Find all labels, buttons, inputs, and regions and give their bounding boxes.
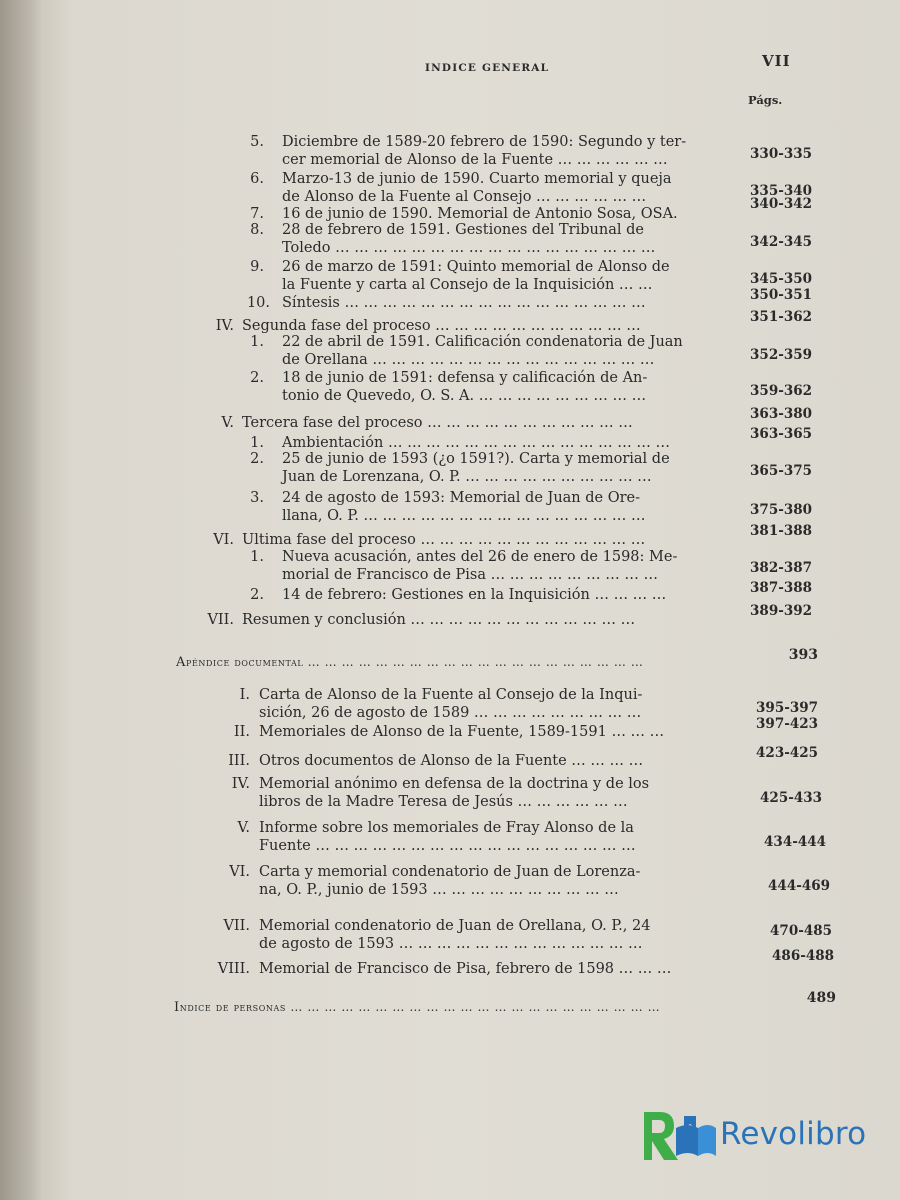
appendix-item-line: Memorial anónimo en defensa de la doctrina y de los bbox=[259, 776, 650, 792]
toc-item-line: Diciembre de 1589-20 febrero de 1590: Segundo y ter- bbox=[282, 134, 687, 150]
toc-item-pages: 365-375 bbox=[750, 463, 812, 479]
toc-item-number: 9. bbox=[250, 259, 264, 275]
toc-item-number: 1. bbox=[250, 334, 264, 350]
toc-item-number: 1. bbox=[250, 549, 264, 565]
toc-item-text bbox=[282, 170, 672, 206]
toc-item-pages: 382-387 bbox=[750, 560, 812, 576]
toc-item-text bbox=[282, 133, 686, 169]
appendix-item-number: VIII. bbox=[217, 961, 250, 977]
toc-item-pages: 359-362 bbox=[750, 383, 812, 399]
toc-item-pages: 350-351 bbox=[750, 287, 812, 303]
toc-item-text bbox=[282, 548, 677, 584]
toc-item-line: 22 de abril de 1591. Calificación condenatoria de Juan bbox=[282, 334, 683, 350]
toc-item-number: 2. bbox=[250, 370, 264, 386]
page-number: VII bbox=[762, 52, 791, 70]
running-title: INDICE GENERAL bbox=[425, 62, 550, 74]
toc-item-text bbox=[282, 294, 646, 312]
toc-item-line: Tercera fase del proceso … … … … … … … … … … … bbox=[242, 415, 633, 431]
appendix-item-pages: 470-485 bbox=[770, 923, 832, 939]
toc-item-line: Segunda fase del proceso … … … … … … … … … … … bbox=[242, 318, 641, 334]
appendix-item-text bbox=[259, 960, 671, 978]
toc-item-line: 26 de marzo de 1591: Quinto memorial de Alonso de bbox=[282, 259, 670, 275]
toc-item-text bbox=[282, 258, 670, 294]
appendix-item-pages: 395-397 bbox=[756, 700, 818, 716]
toc-item-text bbox=[242, 611, 635, 629]
toc-item-text bbox=[282, 586, 666, 604]
toc-item-line: 18 de junio de 1591: defensa y calificación de An- bbox=[282, 370, 648, 386]
toc-item-line: Juan de Lorenzana, O. P. … … … … … … … … … … bbox=[282, 469, 652, 485]
appendix-heading bbox=[176, 655, 644, 670]
toc-item-line: 24 de agosto de 1593: Memorial de Juan de Ore- bbox=[282, 490, 641, 506]
toc-item-number: 3. bbox=[250, 490, 264, 506]
toc-item-line: Ambientación … … … … … … … … … … … … … … … bbox=[282, 435, 670, 451]
appendix-item-line: na, O. P., junio de 1593 … … … … … … … … … … bbox=[259, 882, 619, 898]
toc-item-number: 6. bbox=[250, 171, 264, 187]
appendix-item-pages: 397-423 bbox=[756, 716, 818, 732]
appendix-item-line: Memorial de Francisco de Pisa, febrero de 1598 … … … bbox=[259, 961, 672, 977]
appendix-pages: 393 bbox=[788, 647, 818, 663]
toc-item-line: Toledo … … … … … … … … … … … … … … … … … bbox=[282, 240, 656, 256]
appendix-item-pages: 444-469 bbox=[768, 878, 830, 894]
appendix-item-pages: 423-425 bbox=[756, 745, 818, 761]
index-persons-dots: … … … … … … … … … … … … … … … … … … … … … … bbox=[285, 1000, 661, 1014]
appendix-item-pages: 425-433 bbox=[760, 790, 822, 806]
toc-item-number: 10. bbox=[246, 295, 270, 311]
appendix-item-line: de agosto de 1593 … … … … … … … … … … … … … bbox=[259, 936, 643, 952]
index-persons-heading bbox=[174, 1000, 660, 1015]
appendix-item-text bbox=[259, 775, 649, 811]
appendix-item-text bbox=[259, 917, 650, 953]
toc-item-number: 2. bbox=[250, 451, 264, 467]
appendix-heading-dots: … … … … … … … … … … … … … … … … … … … … bbox=[303, 655, 644, 669]
index-persons-cap: I bbox=[174, 1000, 180, 1015]
toc-item-line: cer memorial de Alonso de la Fuente … … … … … … bbox=[282, 152, 668, 168]
appendix-item-number: IV. bbox=[231, 776, 250, 792]
appendix-item-line: Memorial condenatorio de Juan de Orellana, O. P., 24 bbox=[259, 918, 651, 934]
toc-item-line: 14 de febrero: Gestiones en la Inquisición … … … … bbox=[282, 587, 667, 603]
index-persons-text: ndice de personas bbox=[179, 1000, 286, 1014]
appendix-item-text bbox=[259, 723, 664, 741]
appendix-item-number: I. bbox=[239, 687, 250, 703]
toc-item-number: 8. bbox=[250, 222, 264, 238]
toc-item-text bbox=[242, 414, 633, 432]
appendix-item-pages: 486-488 bbox=[772, 948, 834, 964]
toc-item-line: de Orellana … … … … … … … … … … … … … … … bbox=[282, 352, 655, 368]
toc-item-line: Resumen y conclusión … … … … … … … … … … … … bbox=[242, 612, 636, 628]
appendix-item-line: libros de la Madre Teresa de Jesús … … … … … … bbox=[259, 794, 628, 810]
toc-item-pages: 363-380 bbox=[750, 406, 812, 422]
appendix-heading-cap: A bbox=[176, 655, 186, 670]
appendix-item-line: Carta y memorial condenatorio de Juan de Lorenza- bbox=[259, 864, 641, 880]
toc-item-pages: 340-342 bbox=[750, 196, 812, 212]
appendix-item-line: Otros documentos de Alonso de la Fuente … … … … bbox=[259, 753, 644, 769]
toc-item-pages: 387-388 bbox=[750, 580, 812, 596]
toc-item-line: Nueva acusación, antes del 26 de enero de 1598: Me- bbox=[282, 549, 678, 565]
toc-item-number: V. bbox=[221, 415, 234, 431]
toc-item-pages: 342-345 bbox=[750, 234, 812, 250]
toc-item-text bbox=[242, 531, 645, 549]
toc-item-number: VII. bbox=[207, 612, 234, 628]
toc-item-line: 28 de febrero de 1591. Gestiones del Tribunal de bbox=[282, 222, 644, 238]
appendix-item-number: VII. bbox=[223, 918, 250, 934]
toc-item-line: Ultima fase del proceso … … … … … … … … … … … … bbox=[242, 532, 646, 548]
toc-item-text bbox=[282, 489, 645, 525]
toc-item-line: Síntesis … … … … … … … … … … … … … … … … bbox=[282, 295, 646, 311]
toc-item-pages: 375-380 bbox=[750, 502, 812, 518]
appendix-item-text bbox=[259, 819, 636, 855]
appendix-item-number: III. bbox=[228, 753, 250, 769]
toc-item-line: la Fuente y carta al Consejo de la Inquisición … … bbox=[282, 277, 653, 293]
appendix-item-line: Memoriales de Alonso de la Fuente, 1589-1591 … … … bbox=[259, 724, 665, 740]
appendix-item-line: sición, 26 de agosto de 1589 … … … … … … … … … bbox=[259, 705, 642, 721]
toc-item-number: IV. bbox=[215, 318, 234, 334]
appendix-item-text bbox=[259, 863, 640, 899]
toc-item-line: morial de Francisco de Pisa … … … … … … … … … bbox=[282, 567, 658, 583]
toc-item-pages: 345-350 bbox=[750, 271, 812, 287]
revolibro-logo bbox=[640, 1106, 888, 1164]
toc-item-pages: 363-365 bbox=[750, 426, 812, 442]
toc-item-number: 7. bbox=[250, 206, 264, 222]
appendix-item-line: Fuente … … … … … … … … … … … … … … … … … bbox=[259, 838, 636, 854]
toc-item-pages: 351-362 bbox=[750, 309, 812, 325]
toc-item-text bbox=[282, 221, 655, 257]
toc-item-number: VI. bbox=[213, 532, 234, 548]
toc-item-line: tonio de Quevedo, O. S. A. … … … … … … … … … bbox=[282, 388, 647, 404]
toc-item-number: 5. bbox=[250, 134, 264, 150]
appendix-item-line: Informe sobre los memoriales de Fray Alonso de la bbox=[259, 820, 634, 836]
toc-item-pages: 352-359 bbox=[750, 347, 812, 363]
appendix-item-number: II. bbox=[233, 724, 250, 740]
pages-column-label: Págs. bbox=[748, 93, 783, 107]
toc-item-number: 2. bbox=[250, 587, 264, 603]
brand-name: Revolibro bbox=[720, 1116, 867, 1152]
toc-item-pages: 381-388 bbox=[750, 523, 812, 539]
toc-item-line: llana, O. P. … … … … … … … … … … … … … … … bbox=[282, 508, 646, 524]
toc-item-pages: 335-340 bbox=[750, 183, 812, 199]
toc-item-text bbox=[282, 450, 670, 486]
appendix-item-number: V. bbox=[237, 820, 250, 836]
toc-item-pages: 330-335 bbox=[750, 146, 812, 162]
appendix-item-number: VI. bbox=[229, 864, 250, 880]
toc-item-line: de Alonso de la Fuente al Consejo … … … … … … bbox=[282, 189, 647, 205]
appendix-heading-text: péndice documental bbox=[186, 655, 304, 669]
book-logo-icon bbox=[640, 1106, 718, 1164]
toc-item-line: 25 de junio de 1593 (¿o 1591?). Carta y memorial de bbox=[282, 451, 670, 467]
page-edge-shadow bbox=[0, 0, 44, 1200]
index-persons-pages: 489 bbox=[806, 990, 836, 1006]
appendix-item-line: Carta de Alonso de la Fuente al Consejo de la Inqui- bbox=[259, 687, 643, 703]
toc-item-number: 1. bbox=[250, 435, 264, 451]
appendix-item-text bbox=[259, 752, 643, 770]
appendix-item-text bbox=[259, 686, 642, 722]
toc-item-text bbox=[282, 369, 647, 405]
toc-item-line: 16 de junio de 1590. Memorial de Antonio Sosa, OSA. bbox=[282, 206, 678, 222]
appendix-item-pages: 434-444 bbox=[764, 834, 826, 850]
toc-item-pages: 389-392 bbox=[750, 603, 812, 619]
toc-item-text bbox=[282, 333, 683, 369]
toc-item-line: Marzo-13 de junio de 1590. Cuarto memorial y queja bbox=[282, 171, 672, 187]
